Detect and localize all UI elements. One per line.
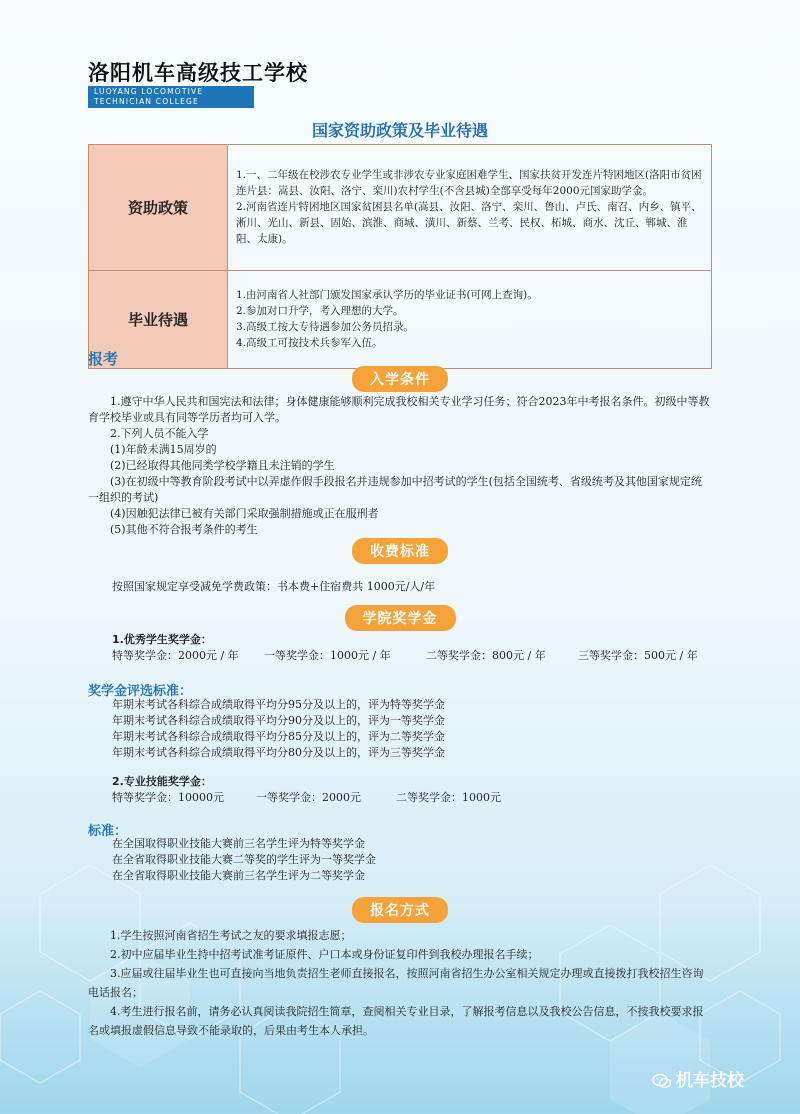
policy-table: [88, 144, 712, 369]
fees-text: 按照国家规定享受减免学费政策：书本费+住宿费共 1000元/人/年: [112, 580, 436, 593]
skill-item: 一等奖学金：2000元: [256, 791, 361, 804]
table-row: [89, 145, 712, 271]
wechat-watermark: [652, 1066, 744, 1091]
row-content: [228, 271, 712, 369]
page-title: 国家资助政策及毕业待遇: [311, 121, 488, 140]
admission-line: 2.下列人员不能入学: [110, 427, 209, 440]
criteria-line: 年期末考试各科综合成绩取得平均分80分及以上的，评为三等奖学金: [112, 746, 445, 759]
row-line: 2.参加对口升学，考入理想的大学。: [236, 305, 404, 317]
standard-line: 在全省取得职业技能大赛前三名学生评为二等奖学金: [112, 869, 365, 882]
standard-line: 在全国取得职业技能大赛前三名学生评为特等奖学金: [112, 837, 365, 850]
school-logo: [88, 62, 308, 108]
admission-line: 1.遵守中华人民共和国宪法和法律；身体健康能够顺利完成我校相关专业学习任务；符合2023年中考报名条件。初级中等教育学校毕业或具有同等学历者均可入学。: [88, 395, 710, 424]
criteria-line: 年期末考试各科综合成绩取得平均分95分及以上的，评为特等奖学金: [112, 698, 445, 711]
registration-pill: [0, 897, 800, 923]
standard-text: [112, 836, 376, 884]
criteria-heading: 奖学金评选标准：: [88, 684, 193, 699]
baokao-heading: 报考: [88, 350, 119, 368]
excellent-item: 一等奖学金：1000元 / 年: [264, 649, 391, 662]
registration-line: 1.学生按照河南省招生考试之友的要求填报志愿；: [110, 929, 352, 942]
standard-line: 在全省取得职业技能大赛二等奖的学生评为一等奖学金: [112, 853, 376, 866]
admission-line: (4)因触犯法律已被有关部门采取强制措施或正在服刑者: [110, 507, 379, 520]
fees-pill-label: 收费标准: [352, 538, 448, 564]
excellent-item: 三等奖学金：500元 / 年: [578, 649, 698, 662]
skill-item: 特等奖学金：10000元: [112, 791, 224, 804]
fees-pill: [0, 538, 800, 564]
row-line: 3.高级工按大专待遇参加公务员招录。: [236, 321, 415, 333]
criteria-text: [112, 697, 445, 761]
row-line: 4.高级工可按技术兵参军入伍。: [236, 337, 383, 349]
criteria-line: 年期末考试各科综合成绩取得平均分90分及以上的，评为一等奖学金: [112, 714, 445, 727]
wechat-label: 机车技校: [676, 1071, 744, 1091]
excellent-item: 特等奖学金：2000元 / 年: [112, 649, 239, 662]
table-row: [89, 271, 712, 369]
registration-line: 3.应届或往届毕业生也可直接向当地负责招生老师直接报名，按照河南省招生办公室相关规定办理或直接拨打我校招生咨询电话报名；: [88, 967, 704, 999]
excellent-item: 二等奖学金：800元 / 年: [426, 649, 546, 662]
logo-chinese-name: 洛阳机车高级技工学校: [88, 61, 308, 85]
logo-english-name: LUOYANG LOCOMOTIVE TECHNICIAN COLLEGE: [88, 86, 254, 108]
skill-item: 二等奖学金：1000元: [396, 791, 501, 804]
scholarship-pill: [0, 605, 800, 631]
admission-line: (5)其他不符合报考条件的考生: [110, 523, 258, 536]
row-content: [228, 145, 712, 271]
admission-line: (1)年龄未满15周岁的: [110, 443, 217, 456]
excellent-title: 1.优秀学生奖学金：: [112, 633, 212, 646]
criteria-line: 年期末考试各科综合成绩取得平均分85分及以上的，评为二等奖学金: [112, 730, 445, 743]
scholarship-pill-label: 学院奖学金: [345, 605, 456, 631]
row-line: 1.由河南省人社部门颁发国家承认学历的毕业证书(可网上查询)。: [236, 289, 538, 301]
row-header: 毕业待遇: [89, 271, 228, 369]
registration-line: 2.初中应届毕业生持中招考试准考证原件、户口本或身份证复印件到我校办理报名手续；: [110, 948, 539, 961]
admission-pill: [0, 366, 800, 392]
admission-text: [88, 394, 712, 538]
wechat-icon: [652, 1073, 672, 1089]
admission-line: (3)在初级中等教育阶段考试中以弄虚作假手段报名并违规参加中招考试的学生(包括全国统考、省级统考及其他国家规定统一组织的考试): [88, 475, 702, 504]
admission-pill-label: 入学条件: [352, 366, 448, 392]
skill-title: 2.专业技能奖学金：: [112, 775, 212, 788]
registration-text: [88, 926, 712, 1040]
standard-heading: 标准：: [88, 824, 128, 839]
registration-pill-label: 报名方式: [352, 897, 448, 923]
admission-line: (2)已经取得其他同类学校学籍且未注销的学生: [110, 459, 335, 472]
row-line: 2.河南省连片特困地区国家贫困县名单(嵩县、汝阳、洛宁、栾川、鲁山、卢氏、南召、内乡、镇平、淅川、光山、新县、固始、滨淮、商城、潢川、新蔡、兰考、民权、柘城、商水、沈丘、郸城、淮阳、太康)。: [236, 201, 702, 245]
row-line: 1.一、二年级在校涉农专业学生或非涉农专业家庭困难学生、国家扶贫开发连片特困地区(洛阳市贫困连片县：嵩县、汝阳、洛宁、栾川)农村学生(不含县城)全部享受每年2000元国家助学金。: [236, 169, 702, 197]
registration-line: 4.考生进行报名前，请务必认真阅读我院招生简章，查阅相关专业目录，了解报考信息以及我校公告信息，不按我校要求报名或填报虚假信息导致不能录取的，后果由考生本人承担。: [88, 1005, 704, 1037]
row-header: 资助政策: [89, 145, 228, 271]
